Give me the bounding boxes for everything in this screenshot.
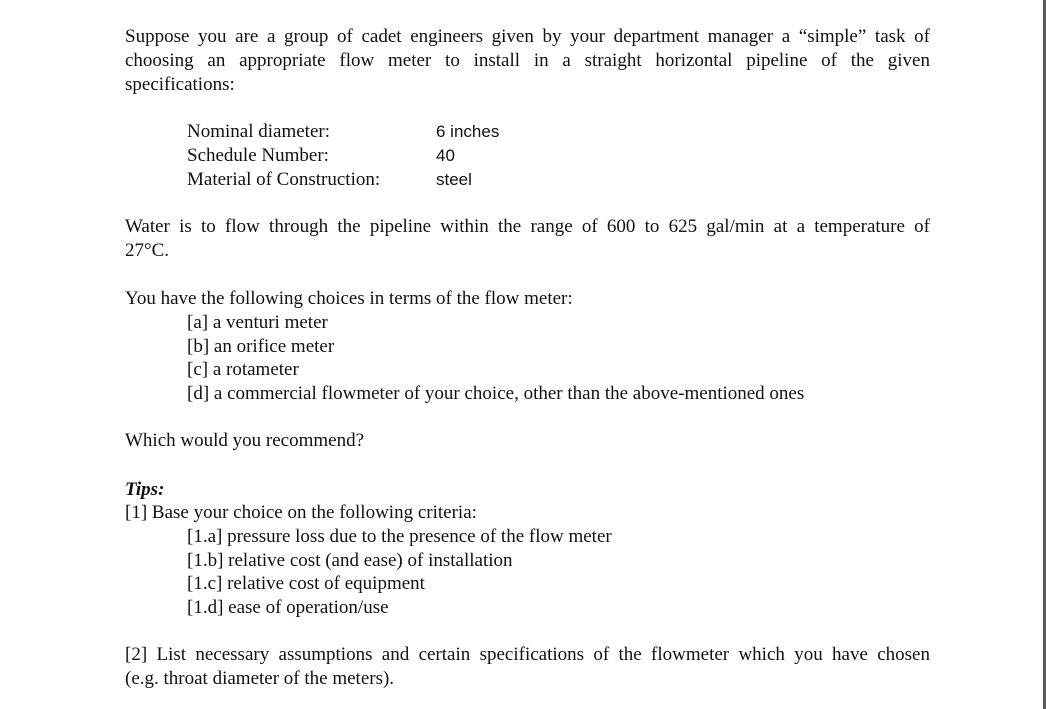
- list-item: [1.c] relative cost of equipment: [187, 573, 425, 594]
- question: Which would you recommend?: [125, 430, 365, 451]
- spec-row: [187, 168, 607, 192]
- flow-line-1: Water is to flow through the pipeline within the range of 600 to 625 gal/min at a temperature of: [125, 216, 930, 237]
- choices-intro: You have the following choices in terms of the flow meter:: [125, 288, 573, 309]
- spec-value: steel: [436, 170, 472, 189]
- tip-2-line-1: [2] List necessary assumptions and certain specifications of the flowmeter which you have chosen: [125, 644, 930, 665]
- spec-value: 40: [436, 146, 455, 165]
- list-item: [1.a] pressure loss due to the presence of the flow meter: [187, 526, 612, 547]
- spec-row: [187, 120, 607, 144]
- list-item: [a] a venturi meter: [187, 312, 328, 333]
- spec-label: Material of Construction:: [187, 169, 381, 190]
- list-item: [1.d] ease of operation/use: [187, 596, 389, 618]
- criteria-list: [187, 525, 612, 619]
- choices-list: [187, 311, 804, 405]
- tip-2-paragraph: [125, 643, 930, 691]
- tip-2-line-2: (e.g. throat diameter of the meters).: [125, 668, 395, 689]
- spec-value: 6 inches: [436, 122, 500, 141]
- intro-paragraph: [125, 25, 930, 97]
- spec-label: Schedule Number:: [187, 145, 329, 166]
- list-item: [c] a rotameter: [187, 359, 299, 380]
- list-item: [b] an orifice meter: [187, 335, 335, 357]
- tips-heading: Tips:: [125, 479, 165, 500]
- specifications-table: [187, 120, 607, 192]
- intro-line-2: choosing an appropriate flow meter to install in a straight horizontal pipeline of the given: [125, 50, 930, 71]
- list-item: [d] a commercial flowmeter of your choice, other than the above-mentioned ones: [187, 382, 805, 404]
- intro-line-3: specifications:: [125, 74, 235, 95]
- tip-1: [1] Base your choice on the following criteria:: [125, 502, 477, 523]
- intro-line-1: Suppose you are a group of cadet engineers given by your department manager a “simple” task of: [125, 26, 930, 47]
- list-item: [1.b] relative cost (and ease) of installation: [187, 549, 513, 571]
- spec-label: Nominal diameter:: [187, 121, 330, 142]
- flow-line-2: 27°C.: [125, 240, 170, 261]
- flow-paragraph: [125, 215, 930, 263]
- spec-row: [187, 144, 607, 168]
